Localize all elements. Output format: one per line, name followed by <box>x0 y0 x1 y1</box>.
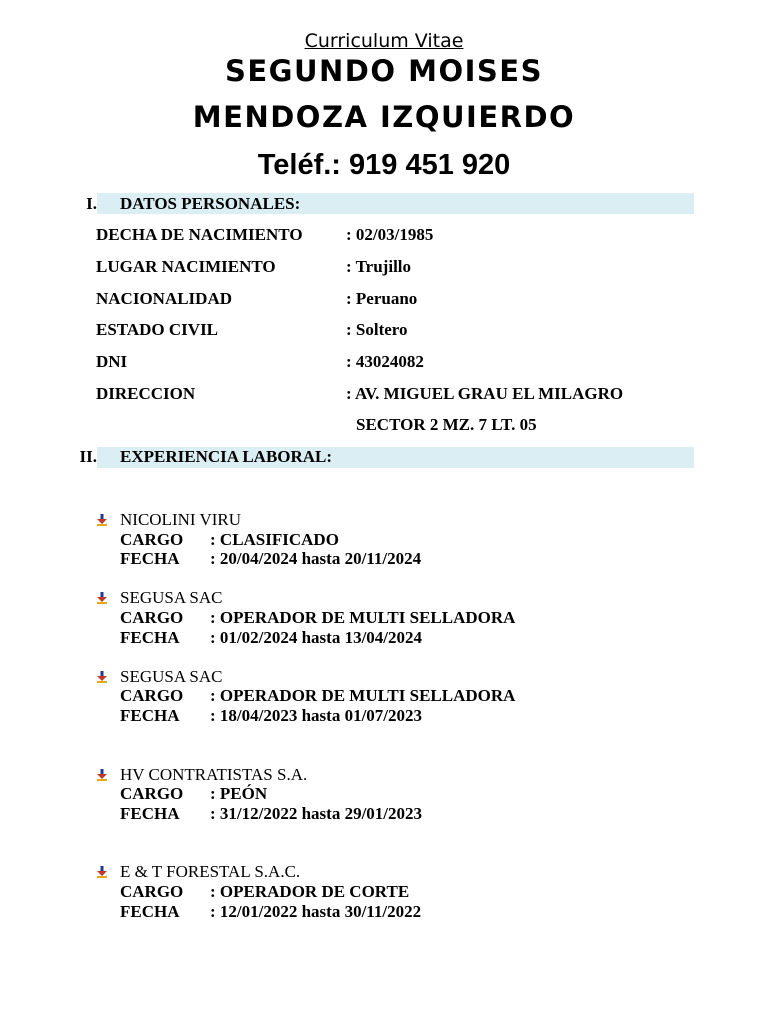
job-cargo-label: CARGO <box>120 608 184 627</box>
personal-value-birthplace: : Trujillo <box>346 257 412 276</box>
job-fecha-label: FECHA <box>120 628 180 647</box>
arrow-bullet-icon <box>96 769 108 781</box>
job-company: SEGUSA SAC <box>120 667 223 686</box>
job-fecha-value: : 01/02/2024 hasta 13/04/2024 <box>210 628 423 647</box>
name-line-1: SEGUNDO MOISES <box>224 54 544 88</box>
job-cargo-value: : PEÓN <box>210 784 268 803</box>
job-cargo-value: : CLASIFICADO <box>210 530 339 549</box>
job-company: HV CONTRATISTAS S.A. <box>120 765 308 784</box>
personal-label-address: DIRECCION <box>96 384 196 403</box>
arrow-bullet-icon <box>96 866 108 878</box>
personal-value-dni: : 43024082 <box>346 352 424 371</box>
job-company: NICOLINI VIRU <box>120 510 242 529</box>
personal-value-address: : AV. MIGUEL GRAU EL MILAGRO <box>346 384 624 403</box>
section-title-experience: EXPERIENCIA LABORAL: <box>120 447 333 466</box>
job-fecha-label: FECHA <box>120 902 180 921</box>
job-cargo-value: : OPERADOR DE CORTE <box>210 882 410 901</box>
job-cargo-label: CARGO <box>120 530 184 549</box>
name-line-2: MENDOZA IZQUIERDO <box>192 100 576 134</box>
personal-label-nationality: NACIONALIDAD <box>96 289 233 308</box>
personal-label-birthdate: DECHA DE NACIMIENTO <box>96 225 303 244</box>
personal-value-birthdate: : 02/03/1985 <box>346 225 434 244</box>
job-fecha-value: : 12/01/2022 hasta 30/11/2022 <box>210 902 422 921</box>
personal-label-birthplace: LUGAR NACIMIENTO <box>96 257 276 276</box>
job-cargo-value: : OPERADOR DE MULTI SELLADORA <box>210 686 516 705</box>
personal-value-address-continued: SECTOR 2 MZ. 7 LT. 05 <box>356 415 537 434</box>
personal-label-dni: DNI <box>96 352 128 371</box>
job-cargo-label: CARGO <box>120 686 184 705</box>
arrow-bullet-icon <box>96 592 108 604</box>
job-company: SEGUSA SAC <box>120 588 223 607</box>
arrow-bullet-icon <box>96 514 108 526</box>
job-cargo-label: CARGO <box>120 882 184 901</box>
section-title-personal: DATOS PERSONALES: <box>120 194 301 213</box>
phone-number: Teléf.: 919 451 920 <box>257 149 511 181</box>
job-fecha-value: : 31/12/2022 hasta 29/01/2023 <box>210 804 423 823</box>
job-fecha-label: FECHA <box>120 706 180 725</box>
job-company: E & T FORESTAL S.A.C. <box>120 862 301 881</box>
section-number-personal: I. <box>86 194 97 213</box>
job-fecha-label: FECHA <box>120 804 180 823</box>
job-fecha-value: : 18/04/2023 hasta 01/07/2023 <box>210 706 423 725</box>
arrow-bullet-icon <box>96 671 108 683</box>
section-number-experience: II. <box>79 447 97 466</box>
cv-title: Curriculum Vitae <box>304 30 464 52</box>
personal-value-civil-status: : Soltero <box>346 320 408 339</box>
job-fecha-value: : 20/04/2024 hasta 20/11/2024 <box>210 549 422 568</box>
personal-label-civil-status: ESTADO CIVIL <box>96 320 219 339</box>
job-cargo-label: CARGO <box>120 784 184 803</box>
job-cargo-value: : OPERADOR DE MULTI SELLADORA <box>210 608 516 627</box>
personal-value-nationality: : Peruano <box>346 289 418 308</box>
job-fecha-label: FECHA <box>120 549 180 568</box>
